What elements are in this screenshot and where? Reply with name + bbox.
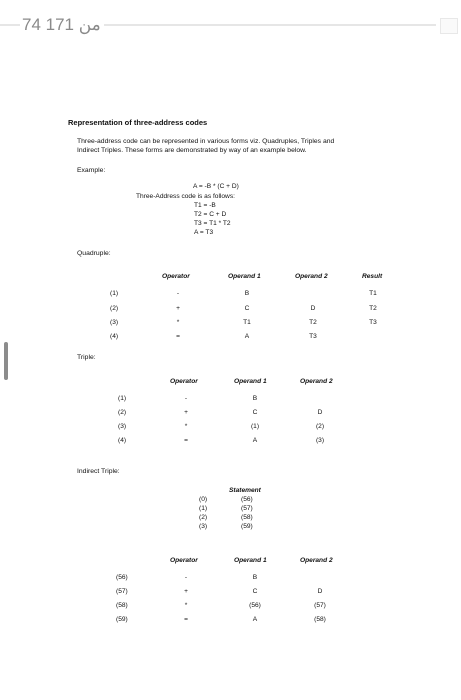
tac-line: T1 = -B: [194, 202, 216, 209]
table-cell-operator: *: [184, 602, 188, 609]
table-row-index: (2): [110, 305, 119, 312]
table-cell-operand2: (57): [314, 602, 326, 609]
table-cell-operator: +: [184, 588, 188, 595]
tac-line: T3 = T1 * T2: [194, 220, 231, 227]
table-row-index: (2): [118, 409, 127, 416]
table-cell-operator: +: [176, 305, 180, 312]
scroll-handle[interactable]: [4, 342, 8, 380]
statement-value: (57): [241, 505, 253, 512]
table-row-index: (1): [118, 395, 127, 402]
quad-header-operand2: Operand 2: [295, 273, 328, 280]
table-row-index: (4): [118, 437, 127, 444]
table-cell-operand1: B: [252, 395, 258, 402]
table-row-index: (59): [116, 616, 128, 623]
statement-header: Statement: [229, 487, 261, 494]
toolbar-divider-left: [0, 24, 20, 26]
table-cell-operand1: B: [244, 290, 250, 297]
table-cell-operand2: D: [310, 305, 316, 312]
table-row-index: (3): [110, 319, 119, 326]
expression: A = -B * (C + D): [193, 183, 239, 190]
indirect-header-operand1: Operand 1: [234, 557, 267, 564]
table-cell-operator: -: [184, 395, 188, 402]
table-cell-operator: *: [176, 319, 180, 326]
section-title: Representation of three-address codes: [68, 118, 208, 127]
statement-index: (1): [199, 505, 208, 512]
table-row-index: (3): [118, 423, 127, 430]
indirect-triple-label: Indirect Triple:: [77, 468, 120, 475]
triple-label: Triple:: [77, 354, 96, 361]
table-row-index: (1): [110, 290, 119, 297]
table-row-index: (57): [116, 588, 128, 595]
table-row-index: (4): [110, 333, 119, 340]
statement-value: (56): [241, 496, 253, 503]
table-cell-operand1: A: [252, 437, 258, 444]
table-cell-operand1: T1: [243, 319, 251, 326]
intro-line-1: Three-address code can be represented in various forms viz. Quadruples, Triples and: [77, 138, 335, 145]
viewer-top-bar: [0, 15, 461, 35]
toolbar-divider-right: [104, 24, 436, 26]
table-cell-operand2: (3): [315, 437, 325, 444]
triple-header-operand2: Operand 2: [300, 378, 333, 385]
table-row-index: (58): [116, 602, 128, 609]
table-cell-operand2: T2: [309, 319, 317, 326]
table-cell-operand1: (1): [250, 423, 260, 430]
table-cell-operand1: C: [252, 588, 258, 595]
table-row-index: (56): [116, 574, 128, 581]
table-cell-operand2: D: [317, 409, 323, 416]
table-cell-operator: =: [184, 616, 188, 623]
triple-header-operand1: Operand 1: [234, 378, 267, 385]
table-cell-operand2: (2): [315, 423, 325, 430]
statement-index: (0): [199, 496, 208, 503]
table-cell-operand1: (56): [249, 602, 261, 609]
table-cell-result: T3: [369, 319, 377, 326]
quad-header-result: Result: [362, 273, 383, 280]
table-cell-operand1: C: [252, 409, 258, 416]
statement-index: (2): [199, 514, 208, 521]
table-cell-operator: -: [184, 574, 188, 581]
quad-header-operand1: Operand 1: [228, 273, 261, 280]
table-cell-operand2: D: [317, 588, 323, 595]
example-label: Example:: [77, 167, 106, 174]
indirect-header-operator: Operator: [170, 557, 198, 564]
table-cell-operand2: (58): [314, 616, 326, 623]
table-cell-operator: +: [184, 409, 188, 416]
table-cell-operand1: B: [252, 574, 258, 581]
table-cell-operator: -: [176, 290, 180, 297]
toolbar-button[interactable]: [440, 18, 458, 34]
table-cell-operand2: T3: [309, 333, 317, 340]
quadruple-label: Quadruple:: [77, 250, 111, 257]
indirect-header-operand2: Operand 2: [300, 557, 333, 564]
statement-index: (3): [199, 523, 208, 530]
triple-header-operator: Operator: [170, 378, 198, 385]
table-cell-result: T2: [369, 305, 377, 312]
page-indicator[interactable]: 74 من 171: [22, 15, 101, 34]
table-cell-operator: *: [184, 423, 188, 430]
tac-line: A = T3: [194, 229, 214, 236]
table-cell-operator: =: [184, 437, 188, 444]
table-cell-operand1: C: [244, 305, 250, 312]
quad-header-operator: Operator: [162, 273, 190, 280]
tac-line: T2 = C + D: [194, 211, 227, 218]
statement-value: (58): [241, 514, 253, 521]
statement-value: (59): [241, 523, 253, 530]
table-cell-operand1: A: [244, 333, 250, 340]
table-cell-operand1: A: [252, 616, 258, 623]
intro-line-2: Indirect Triples. These forms are demonstrated by way of an example below.: [77, 147, 307, 154]
table-cell-result: T1: [369, 290, 377, 297]
table-cell-operator: =: [176, 333, 180, 340]
tac-caption: Three-Address code is as follows:: [136, 193, 235, 200]
